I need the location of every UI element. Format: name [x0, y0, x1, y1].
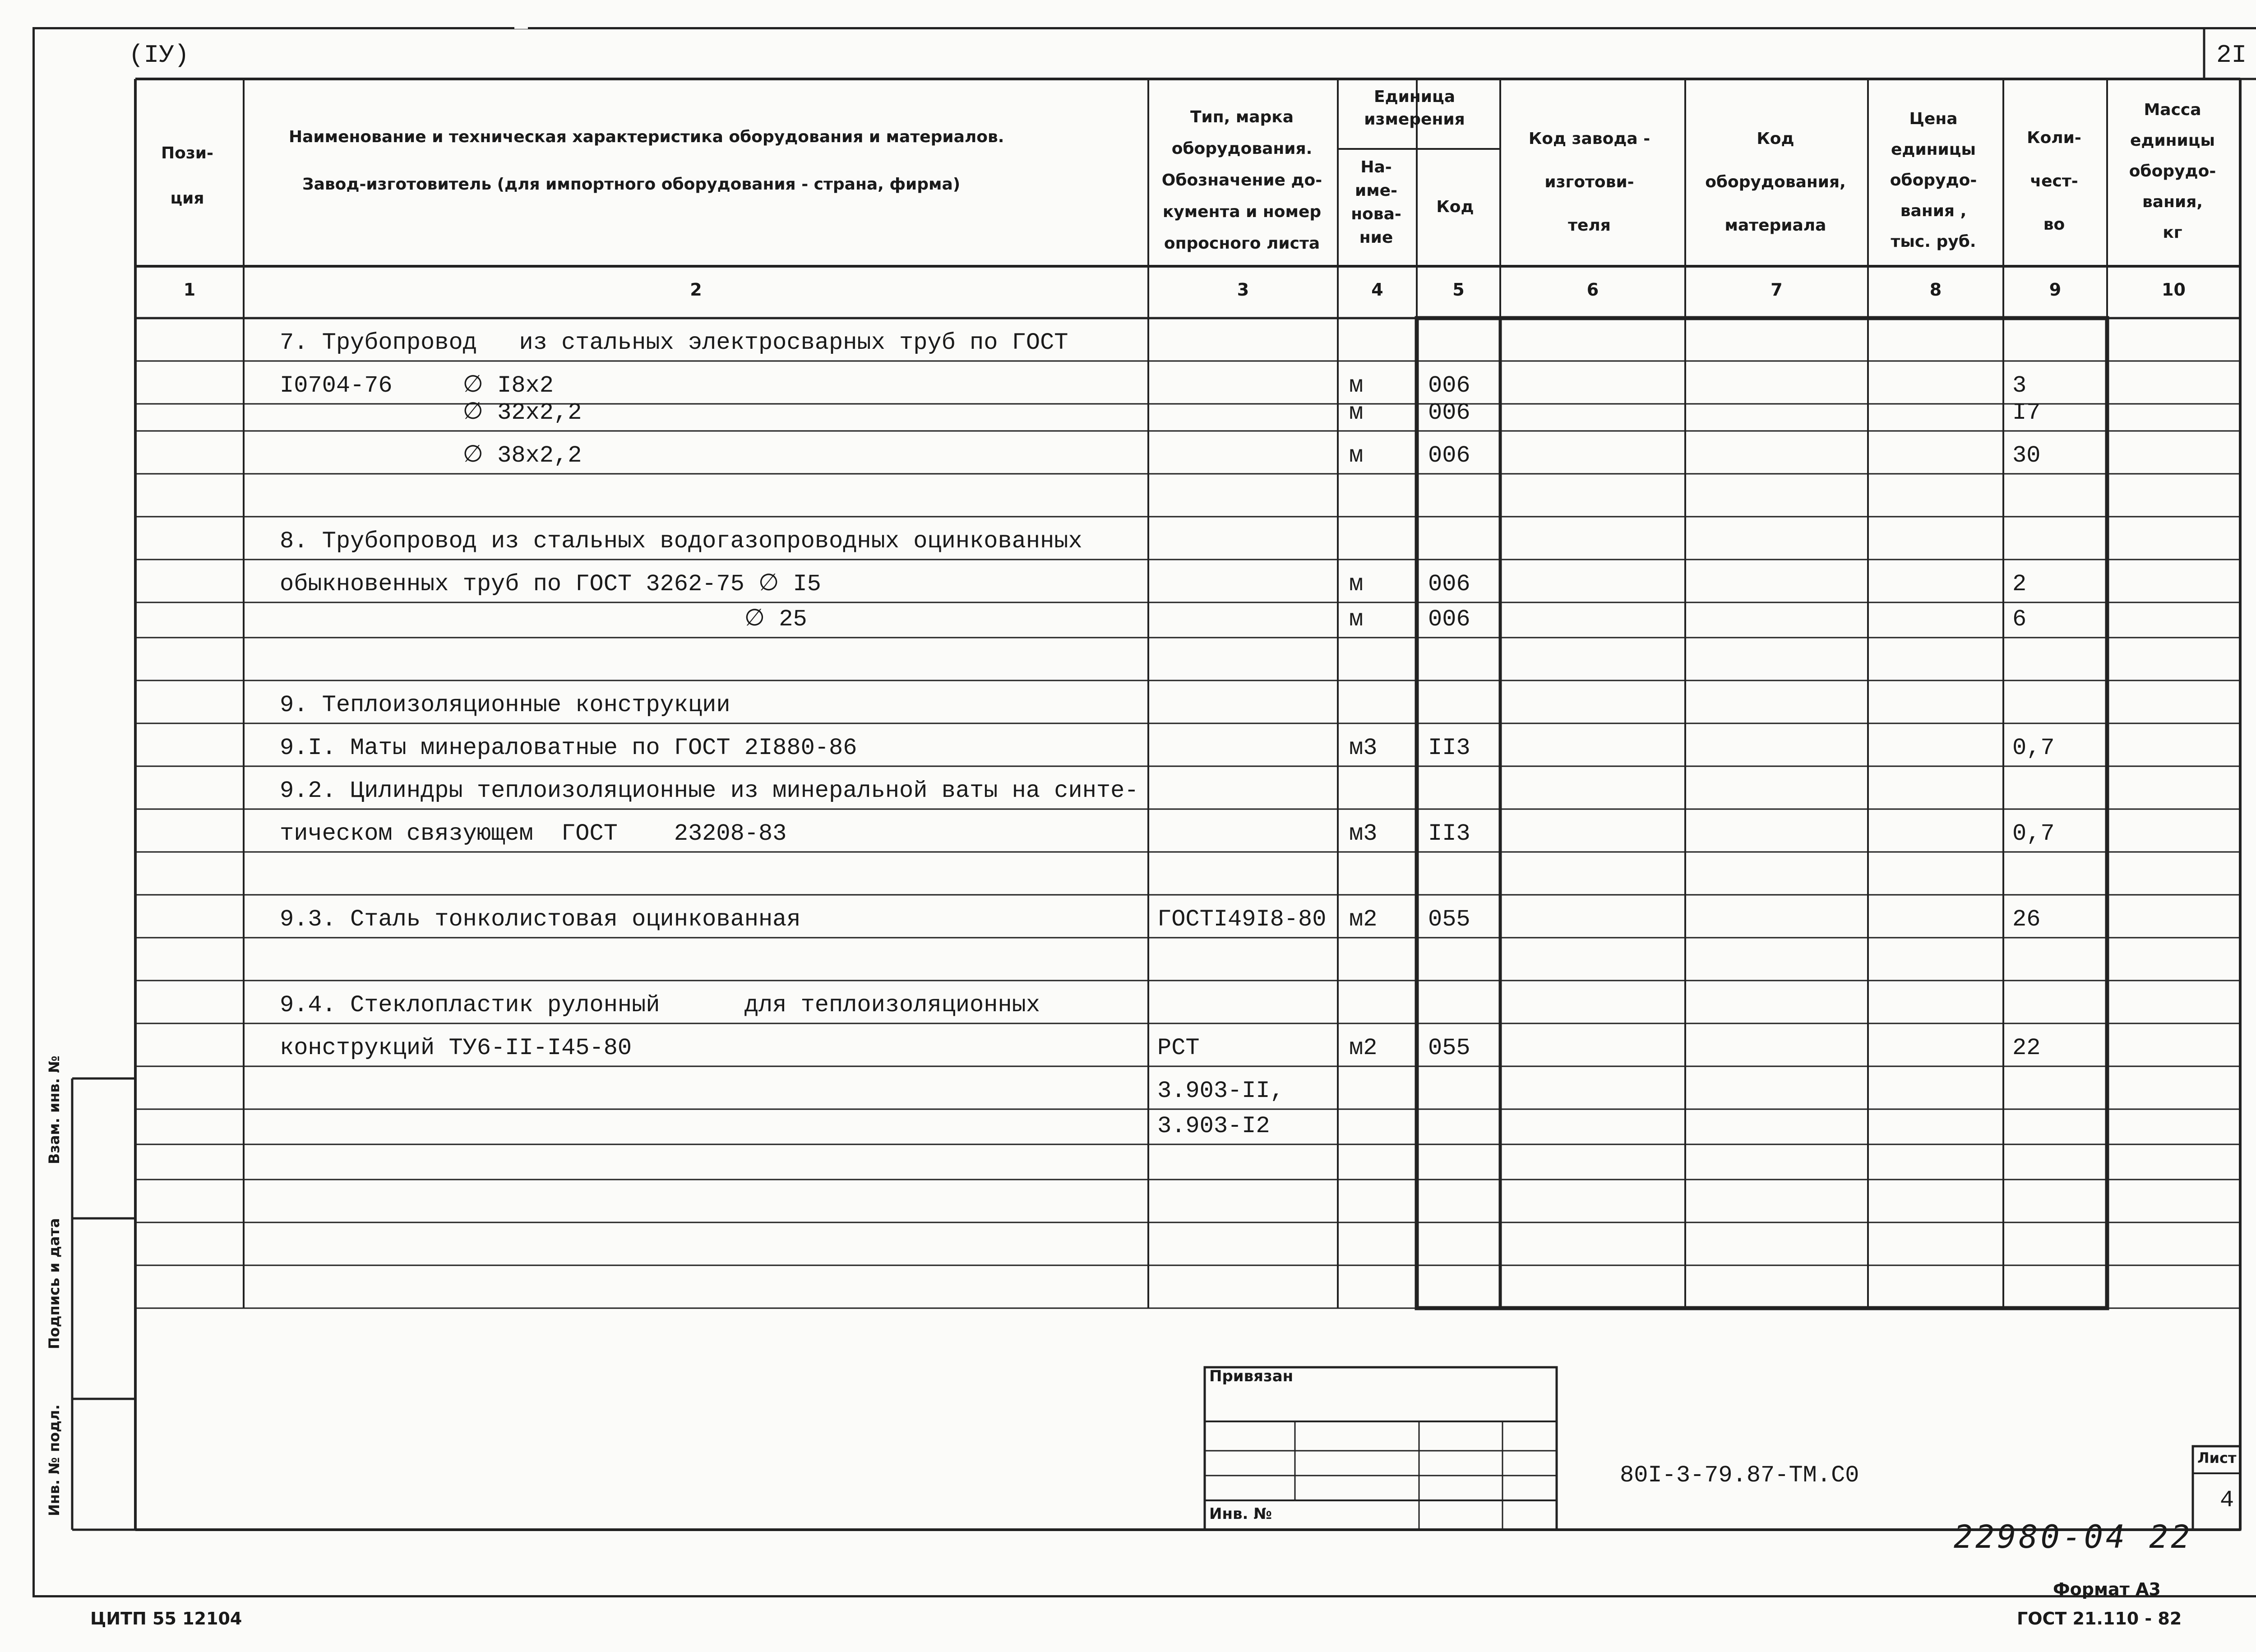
- row-doc: 3.903-I2: [1157, 1113, 1270, 1139]
- row-name: ∅ 32x2,2: [280, 399, 582, 426]
- row-qty: 2: [2012, 571, 2027, 597]
- row-qty: 22: [2012, 1035, 2041, 1061]
- row-name: 9.4. Стеклопластик рулонный для теплоизоляционных: [280, 992, 1040, 1018]
- row-qty: 0,7: [2012, 820, 2055, 847]
- row-code: II3: [1428, 735, 1470, 761]
- column-number: 5: [1452, 280, 1465, 300]
- side-label-podpis: Подпись и дата: [46, 1218, 63, 1349]
- format-label: Формат А3: [2053, 1579, 2161, 1599]
- row-name: 9. Теплоизоляционные конструкции: [280, 692, 730, 718]
- row-unit: м3: [1349, 735, 1378, 761]
- row-doc: 3.903-II,: [1157, 1078, 1284, 1104]
- stamp-inv-no: Инв. №: [1209, 1505, 1272, 1523]
- row-name: 9.I. Маты минераловатные по ГОСТ 2I880-86: [280, 735, 857, 761]
- header-type-doc: Тип, марка оборудования. Обозначение до- кумента и номер опросного листа: [1161, 108, 1322, 253]
- header-unit-code: Код: [1436, 198, 1474, 216]
- sheet-number: 2I: [2216, 41, 2247, 69]
- row-name: 9.3. Сталь тонколистовая оцинкованная: [280, 906, 801, 933]
- header-name-line1: Наименование и техническая характеристика оборудования и материалов.: [289, 128, 1004, 146]
- stamp-doc-code: 80I-3-79.87-ТМ.С0: [1620, 1462, 1859, 1489]
- header-name-line2: Завод-изготовитель (для импортного оборудования - страна, фирма): [302, 175, 961, 194]
- header-equipment-code: Код оборудования, материала: [1705, 130, 1846, 235]
- header-quantity: Коли- чест- во: [2027, 129, 2081, 234]
- column-number: 6: [1586, 280, 1599, 300]
- column-number: 4: [1371, 280, 1383, 300]
- column-number: 10: [2162, 280, 2186, 300]
- header-unit: Единица измерения: [1364, 88, 1465, 129]
- row-doc: РСТ: [1157, 1035, 1200, 1061]
- row-code: 055: [1428, 1035, 1470, 1061]
- row-unit: м3: [1349, 820, 1378, 847]
- row-code: 006: [1428, 442, 1470, 469]
- column-number: 9: [2049, 280, 2062, 300]
- row-name: ∅ 38x2,2: [280, 442, 582, 469]
- row-code: 006: [1428, 606, 1470, 633]
- row-code: 006: [1428, 372, 1470, 399]
- column-number: 3: [1237, 280, 1249, 300]
- row-unit: м2: [1349, 1035, 1378, 1061]
- row-unit: м: [1349, 372, 1364, 399]
- side-label-vzam: Взам. инв. №: [46, 1055, 63, 1164]
- row-name: конструкций ТУ6-II-I45-80: [280, 1035, 632, 1061]
- row-code: 055: [1428, 906, 1470, 933]
- row-name: I0704-76 ∅ I8x2: [280, 372, 554, 399]
- stamp-list-label: Лист: [2197, 1449, 2237, 1467]
- column-number: 7: [1771, 280, 1783, 300]
- row-qty: 30: [2012, 442, 2041, 469]
- stamp-list-number: 4: [2220, 1487, 2234, 1513]
- row-unit: м: [1349, 571, 1364, 597]
- column-number: 8: [1929, 280, 1942, 300]
- row-code: II3: [1428, 820, 1470, 847]
- citp-label: ЦИТП 55 12104: [90, 1609, 242, 1629]
- row-qty: 3: [2012, 372, 2027, 399]
- row-name: 9.2. Цилиндры теплоизоляционные из минеральной ваты на синте-: [280, 777, 1139, 804]
- row-qty: 6: [2012, 606, 2027, 633]
- header-unit-name: На- име- нова- ние: [1351, 158, 1401, 247]
- header-mass: Масса единицы оборудо- вания, кг: [2129, 101, 2216, 242]
- row-doc: ГОСТI49I8-80: [1157, 906, 1327, 933]
- row-name: 8. Трубопровод из стальных водогазопроводных оцинкованных: [280, 528, 1082, 555]
- row-name: ∅ 25: [280, 606, 807, 633]
- row-unit: м: [1349, 442, 1364, 469]
- row-qty: 26: [2012, 906, 2041, 933]
- header-position: Пози- ция: [161, 144, 213, 208]
- handwritten-number: 22980-04 22: [1954, 1518, 2193, 1555]
- row-name: тическом связующем ГОСТ 23208-83: [280, 820, 787, 847]
- column-number: 1: [183, 280, 196, 300]
- row-name: 7. Трубопровод из стальных электросварных труб по ГОСТ: [280, 329, 1068, 356]
- row-unit: м: [1349, 399, 1364, 426]
- row-name: обыкновенных труб по ГОСТ 3262-75 ∅ I5: [280, 571, 821, 597]
- row-code: 006: [1428, 571, 1470, 597]
- side-label-inv: Инв. № подл.: [46, 1404, 63, 1516]
- header-factory-code: Код завода - изготови- теля: [1528, 130, 1650, 235]
- stamp-privyazan: Привязан: [1209, 1367, 1294, 1385]
- row-code: 006: [1428, 399, 1470, 426]
- row-unit: м2: [1349, 906, 1378, 933]
- gost-label: ГОСТ 21.110 - 82: [2017, 1609, 2182, 1629]
- sheet-code: (IУ): [129, 41, 190, 69]
- row-qty: I7: [2012, 399, 2041, 426]
- header-price: Цена единицы оборудо- вания , тыс. руб.: [1890, 110, 1977, 251]
- column-number: 2: [690, 280, 702, 300]
- row-unit: м: [1349, 606, 1364, 633]
- row-qty: 0,7: [2012, 735, 2055, 761]
